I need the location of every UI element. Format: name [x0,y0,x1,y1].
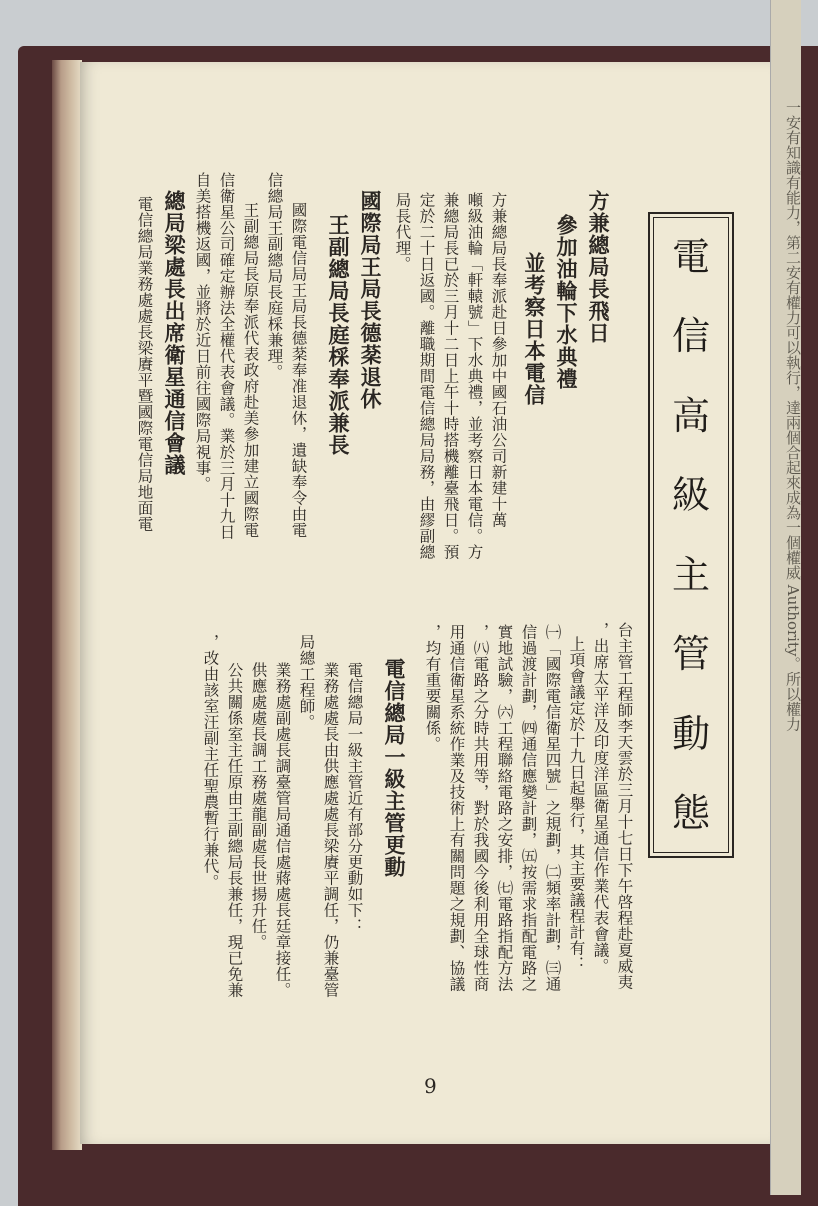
article1-body-line: 局長代理。 [393,192,412,272]
article2-heading: 王副總局長庭棌奉派兼長 [326,214,351,456]
article1-heading: 並考察日本電信 [522,252,547,406]
title-char: 管 [671,632,710,677]
article3-cont-line: ，均有重要關係。 [423,624,442,752]
article3-cont-line: ，出席太平洋及印度洋區衛星通信作業代表會議。 [591,622,610,974]
title-char: 高 [671,393,710,438]
article2-body-line: 信衛星公司確定辦法全權代表會議。業於三月十九日 [217,172,236,540]
facing-page-text: 一安有知識有能力，第二安有權力可以執行，達兩個合起來成為一個權威 Authority。所以權力 [784,100,802,732]
article3-cont-line: 上項會議定於十九日起舉行，其主要議程計有： [567,636,586,972]
article1-heading: 參加油輪下水典禮 [554,214,579,390]
article4-body-line: 業務處處長由供應處處長梁賡平調任，仍兼臺管 [321,662,340,998]
article3-cont-line: 信過渡計劃，㈣通信應變計劃，㈤按需求指配電路之 [519,624,538,992]
title-char: 電 [671,235,710,279]
article3-body-line: 電信總局業務處處長梁賡平暨國際電信局地面電 [135,196,154,532]
article3-heading: 總局梁處長出席衛星通信會議 [162,190,187,476]
article1-body-line: 方兼總局長奉派赴日參加中國石油公司新建十萬 [489,192,508,528]
article1-heading: 方兼總局長飛日 [586,190,611,344]
article2-body-line: 王副總局長原奉派代表政府赴美參加建立國際電 [241,202,260,538]
article3-cont-line: 實地試驗，㈥工程聯絡電路之安排，㈦電路指配方法 [495,624,514,992]
article2-body-line: 國際電信局王局長德棻奉准退休，遺缺奉令由電 [289,202,308,538]
article4-body-line: 局總工程師。 [297,634,316,730]
article4-body-line: 電信總局一級主管近有部分更動如下： [345,662,364,934]
article4-body-line: 業務處副處長調臺管局通信處蔣處長廷章接任。 [273,662,292,998]
article4-body-line: 供應處處長調工務處龍副處長世揚升任。 [249,662,268,950]
article3-cont-line: ㈠「國際電信衛星四號」之規劃，㈡頻率計劃，㈢通 [543,624,562,992]
article1-body-line: 定於二十日返國。離職期間電信總局局務，由繆副總 [417,192,436,560]
article3-cont-line: 台主管工程師李天雲於三月十七日下午啓程赴夏威夷 [615,622,634,990]
article4-heading: 電信總局一級主管更動 [382,658,407,878]
page-edges [52,60,82,1150]
article4-body-line: ，改由該室汪副主任聖農暫行兼代。 [201,634,220,890]
title-char: 級 [671,473,710,518]
article1-body-line: 兼總局長已於三月十二日上午十時搭機離臺飛日。預 [441,192,460,560]
article2-body-line: 信總局王副總局長庭棌兼理。 [265,172,284,380]
title-char: 信 [671,314,710,359]
article2-body-line: 自美搭機返國，並將於近日前往國際局視事。 [193,172,212,492]
article3-cont-line: ，㈧電路之分時共用等，對於我國今後利用全球性商 [471,624,490,992]
title-char: 主 [671,552,710,597]
facing-page-edge [770,0,801,1195]
title-char: 態 [671,790,710,835]
document-page [80,62,770,1144]
article3-cont-line: 用通信衛星系統作業及技術上有關問題之規劃、協議 [447,624,466,992]
article2-heading: 國際局王局長德棻退休 [358,190,383,410]
article1-body-line: 噸級油輪「軒轅號」下水典禮，並考察日本電信。方 [465,192,484,560]
page-number: 9 [424,1074,437,1098]
article4-body-line: 公共關係室主任原由王副總局長兼任，現已免兼 [225,662,244,998]
title-char: 動 [671,711,710,756]
section-title-frame [648,212,734,858]
